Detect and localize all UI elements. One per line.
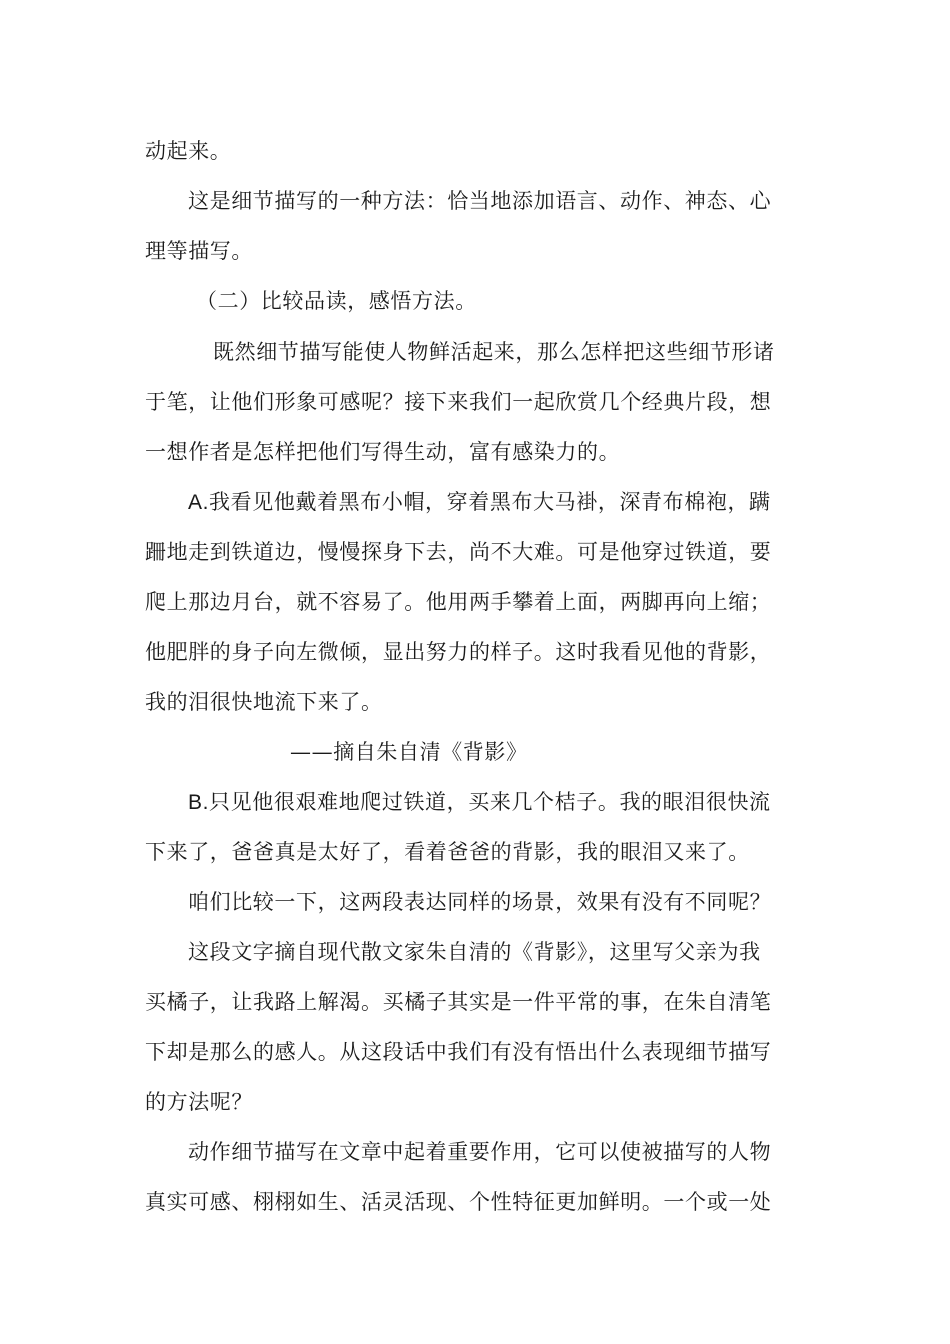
paragraph-line: 咱们比较一下，这两段表达同样的场景，效果有没有不同呢？ [188,890,772,914]
excerpt-b-first-line [188,787,771,818]
paragraph-line: 真实可感、栩栩如生、活灵活现、个性特征更加鲜明。一个或一处 [145,1190,772,1214]
excerpt-a-first-line [188,487,771,518]
paragraph-line: 于笔，让他们形象可感呢？接下来我们一起欣赏几个经典片段，想 [145,390,772,414]
excerpt-b-text: 只见他很艰难地爬过铁道，买来几个桔子。我的眼泪很快流 [209,790,771,814]
paragraph-line: 下来了，爸爸真是太好了，看着爸爸的背影，我的眼泪又来了。 [145,840,750,864]
paragraph-line: 理等描写。 [145,239,253,263]
paragraph-line: 动作细节描写在文章中起着重要作用，它可以使被描写的人物 [188,1140,772,1164]
paragraph-line: 他肥胖的身子向左微倾，显出努力的样子。这时我看见他的背影， [145,640,772,664]
paragraph-line: 这段文字摘自现代散文家朱自清的《背影》，这里写父亲为我 [188,940,761,964]
paragraph-line: 下却是那么的感人。从这段话中我们有没有悟出什么表现细节描写 [145,1040,772,1064]
excerpt-a-marker: A. [188,491,210,514]
excerpt-a-text: 我看见他戴着黑布小帽，穿着黑布大马褂，深青布棉袍，蹒 [209,490,771,514]
paragraph-line: 买橘子，让我路上解渴。买橘子其实是一件平常的事，在朱自清笔 [145,990,772,1014]
paragraph-line: 这是细节描写的一种方法：恰当地添加语言、动作、神态、心 [188,189,772,213]
section-heading: （二）比较品读，感悟方法。 [196,289,477,313]
paragraph-line: 既然细节描写能使人物鲜活起来，那么怎样把这些细节形诸 [213,340,775,364]
paragraph-line: 我的泪很快地流下来了。 [145,690,383,714]
excerpt-b-marker: B. [188,791,210,814]
paragraph-line: 一想作者是怎样把他们写得生动，富有感染力的。 [145,440,621,464]
source-attribution: ——摘自朱自清《背影》 [290,740,528,764]
paragraph-line: 动起来。 [145,139,232,163]
paragraph-line: 爬上那边月台，就不容易了。他用两手攀着上面，两脚再向上缩； [145,590,772,614]
paragraph-line: 跚地走到铁道边，慢慢探身下去，尚不大难。可是他穿过铁道，要 [145,540,772,564]
paragraph-line: 的方法呢？ [145,1090,253,1114]
